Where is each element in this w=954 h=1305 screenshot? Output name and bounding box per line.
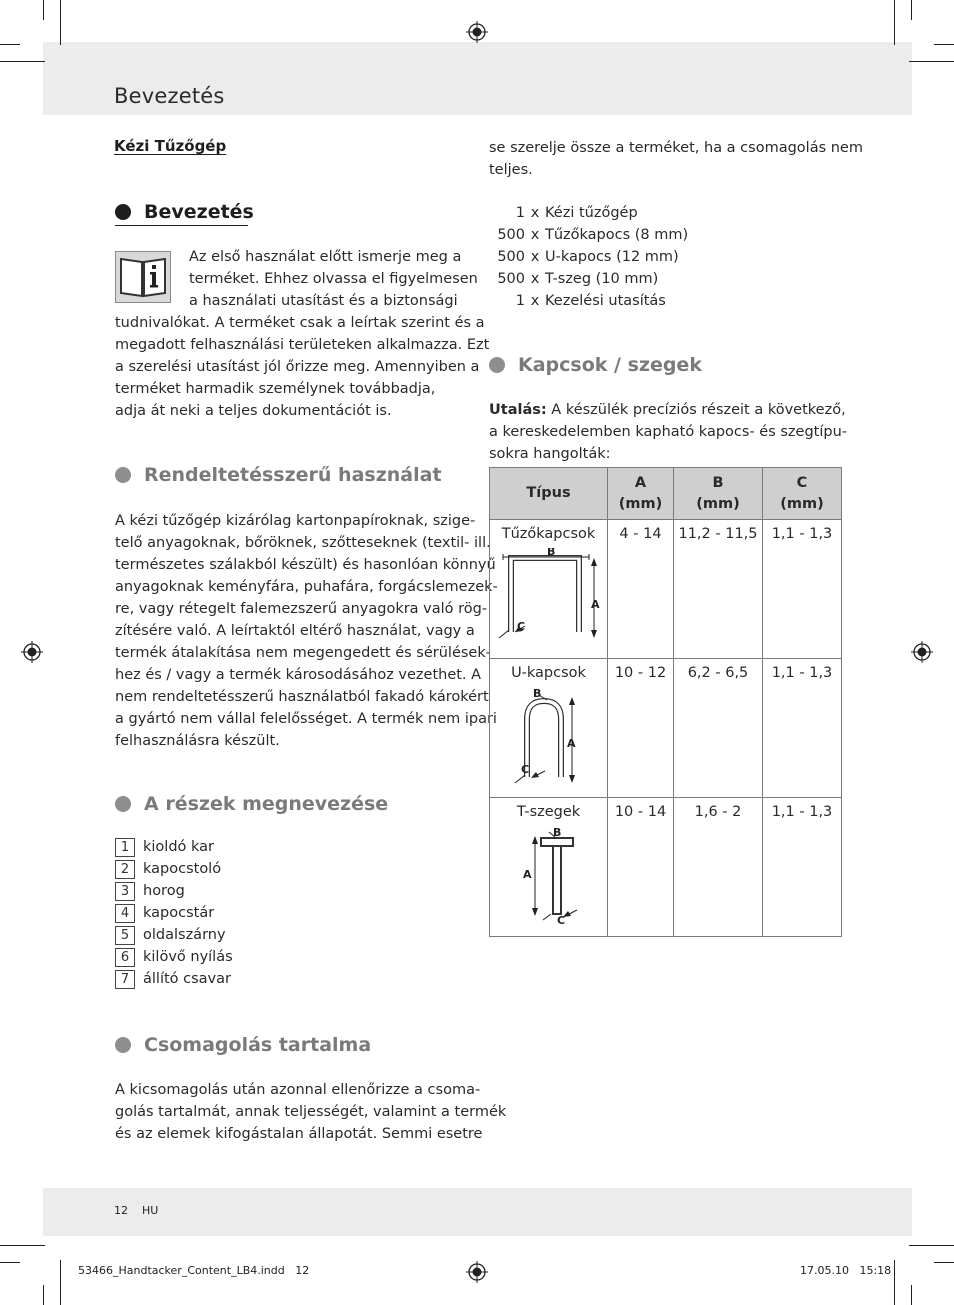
page-title: Bevezetés (114, 84, 225, 108)
section-heading-intro: Bevezetés (115, 201, 254, 223)
page-number: 12 (114, 1204, 128, 1217)
diagram-label-b: B (546, 548, 555, 558)
column-header-a: A (mm) (608, 468, 674, 520)
list-item: 6 kilövő nyílás (115, 946, 233, 968)
table-cell-c: 1,1 - 1,3 (763, 520, 842, 659)
diagram-label-a: A (566, 737, 576, 750)
diagram-label-c: C (520, 763, 529, 776)
list-item: 4 kapocstár (115, 902, 233, 924)
language-code: HU (142, 1204, 159, 1217)
crop-mark (911, 0, 912, 20)
product-title: Kézi Tűzőgép (114, 137, 227, 155)
diagram-label-c: C (556, 914, 565, 926)
intro-paragraph: tudnivalókat. A terméket csak a leírtak szerint és a megadott felhasználási területeken alkalmazza. Ezt a szerelési utasítást jól őrizze meg. Amennyiben a terméket harmadik személynek továbbadja, adja át neki a teljes dokumentációt is. (115, 315, 490, 419)
list-item: 1 kioldó kar (115, 836, 233, 858)
crop-mark (60, 0, 61, 45)
table-cell-type: T-szegek B A C (490, 798, 608, 937)
list-item: 500 x Tűzőkapocs (8 mm) (497, 227, 689, 243)
staple-icon (497, 548, 601, 640)
table-row (490, 659, 842, 798)
table-cell-type: Tűzőkapcsok B A C (490, 520, 608, 659)
staple-spec-table (489, 467, 842, 937)
crop-mark (43, 0, 44, 20)
table-row (490, 798, 842, 937)
crop-mark (0, 61, 45, 62)
u-staple-icon (509, 687, 589, 787)
table-row (490, 520, 842, 659)
intended-use-paragraph: A kézi tűzőgép kizárólag kartonpapíroknak, szige- telő anyagoknak, bőröknek, szőtteseknek (textil- ill. természetes szálakból készült) és hasonlóan könnyű anyagoknak keményfára, puhafára, forgácslemezek- re, vagy rétegelt falemezszerű anyagokra való rög- zítésére való. A leírtaktól eltérő használat, vagy a termék átalakítása nem megengedett és sérülések- hez és / vagy a termék károsodásához vezethet. A nem rendeltetésszerű használatból fakadó károkért a gyártó nem vállal felelősséget. A termék nem ipari felhasználásra készült. (115, 513, 498, 749)
table-header-row (490, 468, 842, 520)
diagram-label-b: B (532, 687, 541, 700)
crop-mark (894, 1260, 895, 1305)
section-heading-package: Csomagolás tartalma (115, 1034, 371, 1056)
t-nail-icon (509, 826, 589, 926)
table-cell-a: 10 - 12 (608, 659, 674, 798)
crop-mark (894, 0, 895, 45)
column-header-c: C (mm) (763, 468, 842, 520)
list-item: 1 x Kezelési utasítás (515, 293, 666, 309)
column-header-type: Típus (490, 468, 608, 520)
footer-band (43, 1188, 912, 1236)
table-cell-c: 1,1 - 1,3 (763, 659, 842, 798)
table-cell-b: 6,2 - 6,5 (674, 659, 763, 798)
list-item: 500 x T-szeg (10 mm) (497, 271, 659, 287)
section-heading-staples: Kapcsok / szegek (489, 354, 702, 376)
package-contents-list (489, 202, 688, 312)
registration-mark-icon (911, 641, 933, 663)
file-name: 53466_Handtacker_Content_LB4.indd 12 (78, 1264, 310, 1277)
bullet-icon (115, 467, 131, 483)
section-heading-parts: A részek megnevezése (115, 793, 388, 815)
crop-mark (934, 1262, 954, 1263)
registration-mark-icon (21, 641, 43, 663)
parts-list (115, 836, 233, 990)
package-paragraph: A kicsomagolás után azonnal ellenőrizze a csoma- golás tartalmát, annak teljességét, valamint a termék és az elemek kifogástalan állapotát. Semmi esetre (115, 1082, 507, 1142)
section-heading-intended-use: Rendeltetésszerű használat (115, 464, 442, 486)
crop-mark (934, 44, 954, 45)
diagram-label-b: B (552, 826, 561, 839)
manual-info-icon (115, 251, 171, 303)
bullet-icon (115, 1037, 131, 1053)
bullet-icon (115, 204, 131, 220)
crop-mark (60, 1260, 61, 1305)
crop-mark (909, 61, 954, 62)
table-cell-b: 11,2 - 11,5 (674, 520, 763, 659)
bullet-icon (115, 796, 131, 812)
package-paragraph-continued: se szerelje össze a terméket, ha a csomagolás nem teljes. (489, 140, 863, 178)
crop-mark (0, 1262, 20, 1263)
table-cell-c: 1,1 - 1,3 (763, 798, 842, 937)
column-header-b: B (mm) (674, 468, 763, 520)
list-item: 2 kapocstoló (115, 858, 233, 880)
list-item: 1 x Kézi tűzőgép (515, 205, 638, 221)
list-item: 5 oldalszárny (115, 924, 233, 946)
table-cell-type: U-kapcsok B A C (490, 659, 608, 798)
heading-underline (115, 225, 248, 226)
diagram-label-a: A (522, 868, 532, 881)
intro-paragraph-indented: Az első használat előtt ismerje meg a terméket. Ehhez olvassa el figyelmesen a használati utasítást és a biztonsági (189, 249, 478, 309)
crop-mark (911, 1285, 912, 1305)
registration-mark-icon (466, 21, 488, 43)
table-cell-a: 10 - 14 (608, 798, 674, 937)
list-item: 3 horog (115, 880, 233, 902)
bullet-icon (489, 357, 505, 373)
table-cell-b: 1,6 - 2 (674, 798, 763, 937)
diagram-label-c: C (516, 620, 525, 633)
list-item: 7 állító csavar (115, 968, 233, 990)
list-item: 500 x U-kapocs (12 mm) (497, 249, 679, 265)
staples-note: Utalás: A készülék precíziós részeit a következő, a kereskedelemben kapható kapocs- és szegtípu- sokra hangolták: (489, 402, 847, 462)
crop-mark (43, 1285, 44, 1305)
print-date-time: 17.05.10 15:18 (800, 1264, 892, 1277)
registration-mark-icon (466, 1261, 488, 1283)
table-cell-a: 4 - 14 (608, 520, 674, 659)
diagram-label-a: A (590, 598, 600, 611)
crop-mark (0, 44, 20, 45)
crop-mark (0, 1245, 45, 1246)
crop-mark (909, 1245, 954, 1246)
